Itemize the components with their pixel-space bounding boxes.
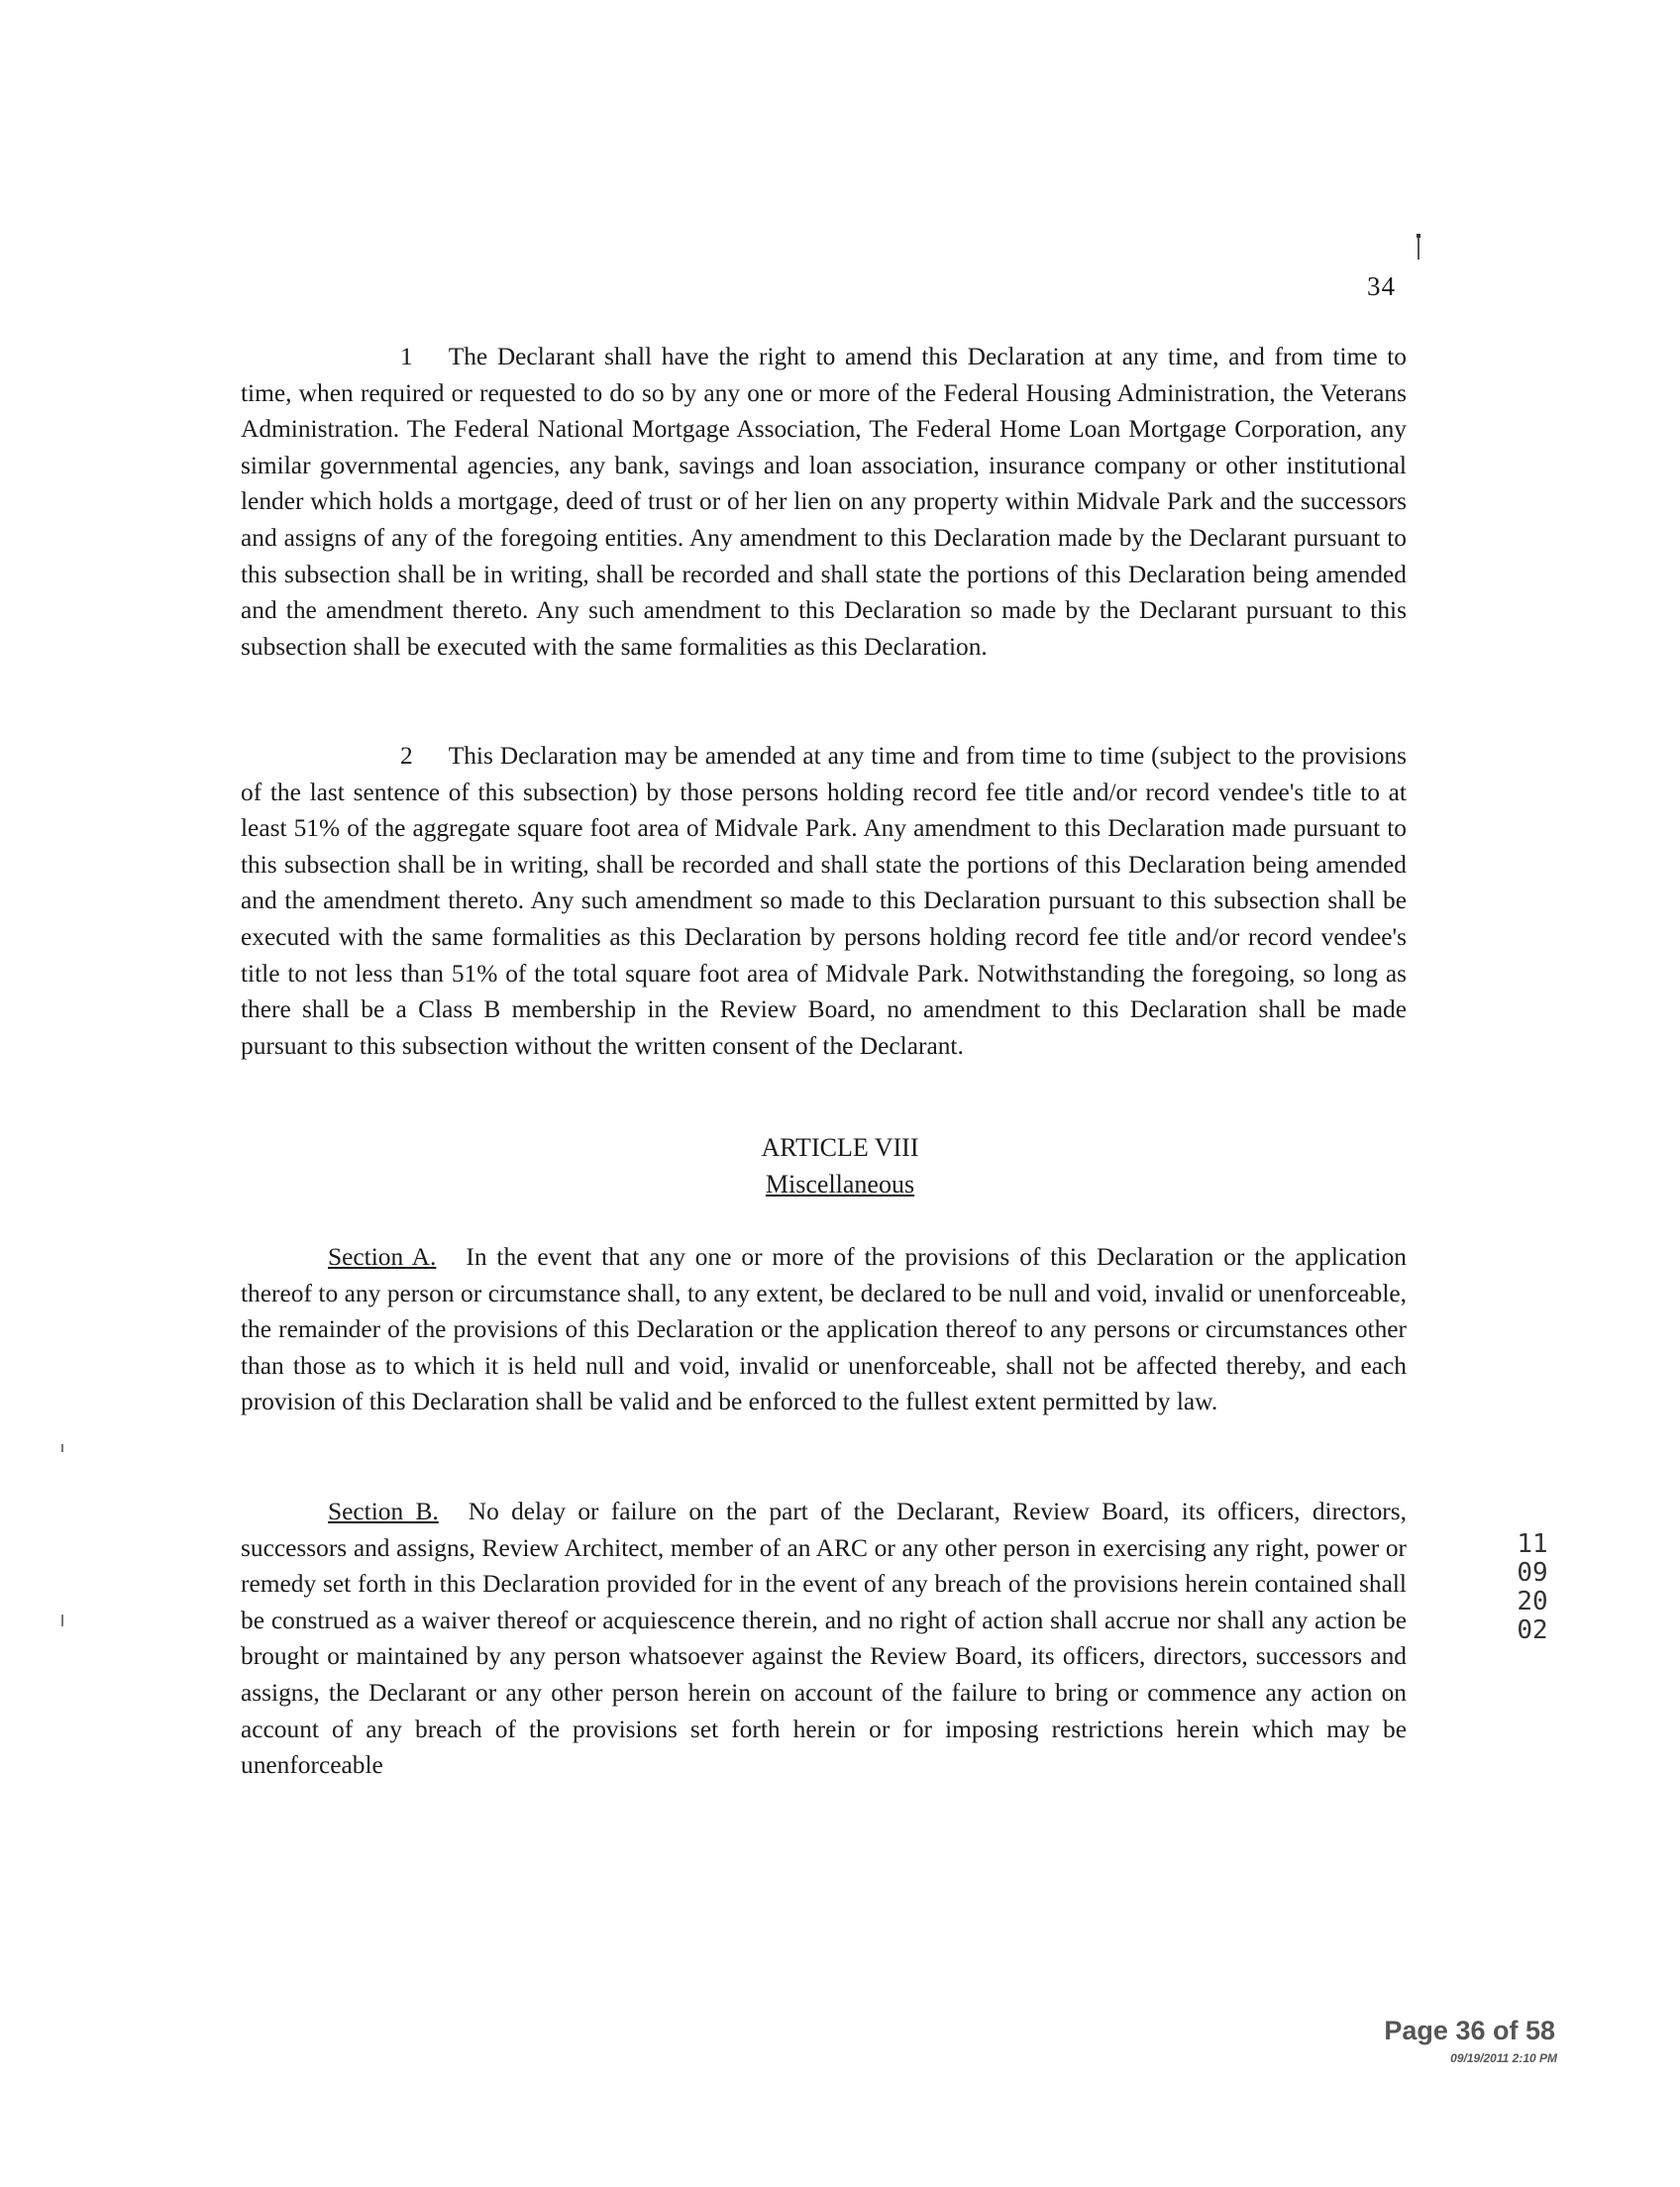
paragraph-number: 1 bbox=[400, 343, 413, 370]
section-text: No delay or failure on the part of the Declarant, Review Board, its officers, directors, successors and assigns, Review Architect, member of an ARC or any other person in exercising any right, power or remedy set forth in this Declaration provided for in the event of any breach of the provisions herein contained shall be construed as a waiver thereof or acquiescence therein, and no right of action shall accrue nor shall any action be brought or maintained by any person whatsoever against the Review Board, its officers, directors, successors and assigns, the Declarant or any other person herein on account of the failure to bring or commence any action on account of any breach of the provisions set forth herein or for imposing restrictions herein which may be unenforceable bbox=[241, 1498, 1407, 1780]
article-title: ARTICLE VIII bbox=[761, 1133, 919, 1162]
page-number: 34 bbox=[1367, 271, 1396, 301]
margin-tick-mark bbox=[1418, 234, 1419, 260]
section-b bbox=[241, 1494, 1407, 1784]
margin-mark bbox=[61, 1444, 63, 1452]
paragraph-number: 2 bbox=[400, 742, 413, 770]
recording-stamp: 1109 2002 bbox=[1517, 1529, 1548, 1645]
section-a bbox=[241, 1239, 1407, 1420]
footer-page-label: Page 36 of 58 bbox=[1384, 2016, 1555, 2045]
margin-mark bbox=[61, 1614, 63, 1626]
section-label: Section B. bbox=[328, 1498, 439, 1525]
paragraph-text: This Declaration may be amended at any time and from time to time (subject to the provisions of the last sentence of this subsection) by those persons holding record fee title and/or record vendee's title to at least 51% of the aggregate square foot area of Midvale Park. Any amendment to this Declaration made pursuant to this subsection shall be in writing, shall be recorded and shall state the portions of this Declaration being amended and the amendment thereto. Any such amendment so made to this Declaration pursuant to this subsection shall be executed with the same formalities as this Declaration by persons holding record fee title and/or record vendee's title to not less than 51% of the total square foot area of Midvale Park. Notwithstanding the foregoing, so long as there shall be a Class B membership in the Review Board, no amendment to this Declaration shall be made pursuant to this subsection without the written consent of the Declarant. bbox=[241, 742, 1407, 1060]
article-heading bbox=[0, 1129, 1680, 1202]
section-text: In the event that any one or more of the provisions of this Declaration or the application thereof to any person or circumstance shall, to any extent, be declared to be null and void, invalid or unenforceable, the remainder of the provisions of this Declaration or the application thereof to any persons or circumstances other than those as to which it is held null and void, invalid or unenforceable, shall not be affected thereby, and each provision of this Declaration shall be valid and be enforced to the fullest extent permitted by law. bbox=[241, 1243, 1407, 1416]
paragraph-text: The Declarant shall have the right to amend this Declaration at any time, and from time to time, when required or requested to do so by any one or more of the Federal Housing Administration, the Veterans Administration. The Federal National Mortgage Association, The Federal Home Loan Mortgage Corporation, any similar governmental agencies, any bank, savings and loan association, insurance company or other institutional lender which holds a mortgage, deed of trust or of her lien on any property within Midvale Park and the successors and assigns of any of the foregoing entities. Any amendment to this Declaration made by the Declarant pursuant to this subsection shall be in writing, shall be recorded and shall state the portions of this Declaration being amended and the amendment thereto. Any such amendment to this Declaration so made by the Declarant pursuant to this subsection shall be executed with the same formalities as this Declaration. bbox=[241, 343, 1407, 661]
paragraph-2 bbox=[241, 738, 1407, 1064]
section-label: Section A. bbox=[328, 1243, 437, 1271]
footer-timestamp: 09/19/2011 2:10 PM bbox=[1450, 2051, 1557, 2065]
paragraph-1 bbox=[241, 339, 1407, 665]
article-subtitle: Miscellaneous bbox=[765, 1170, 915, 1198]
